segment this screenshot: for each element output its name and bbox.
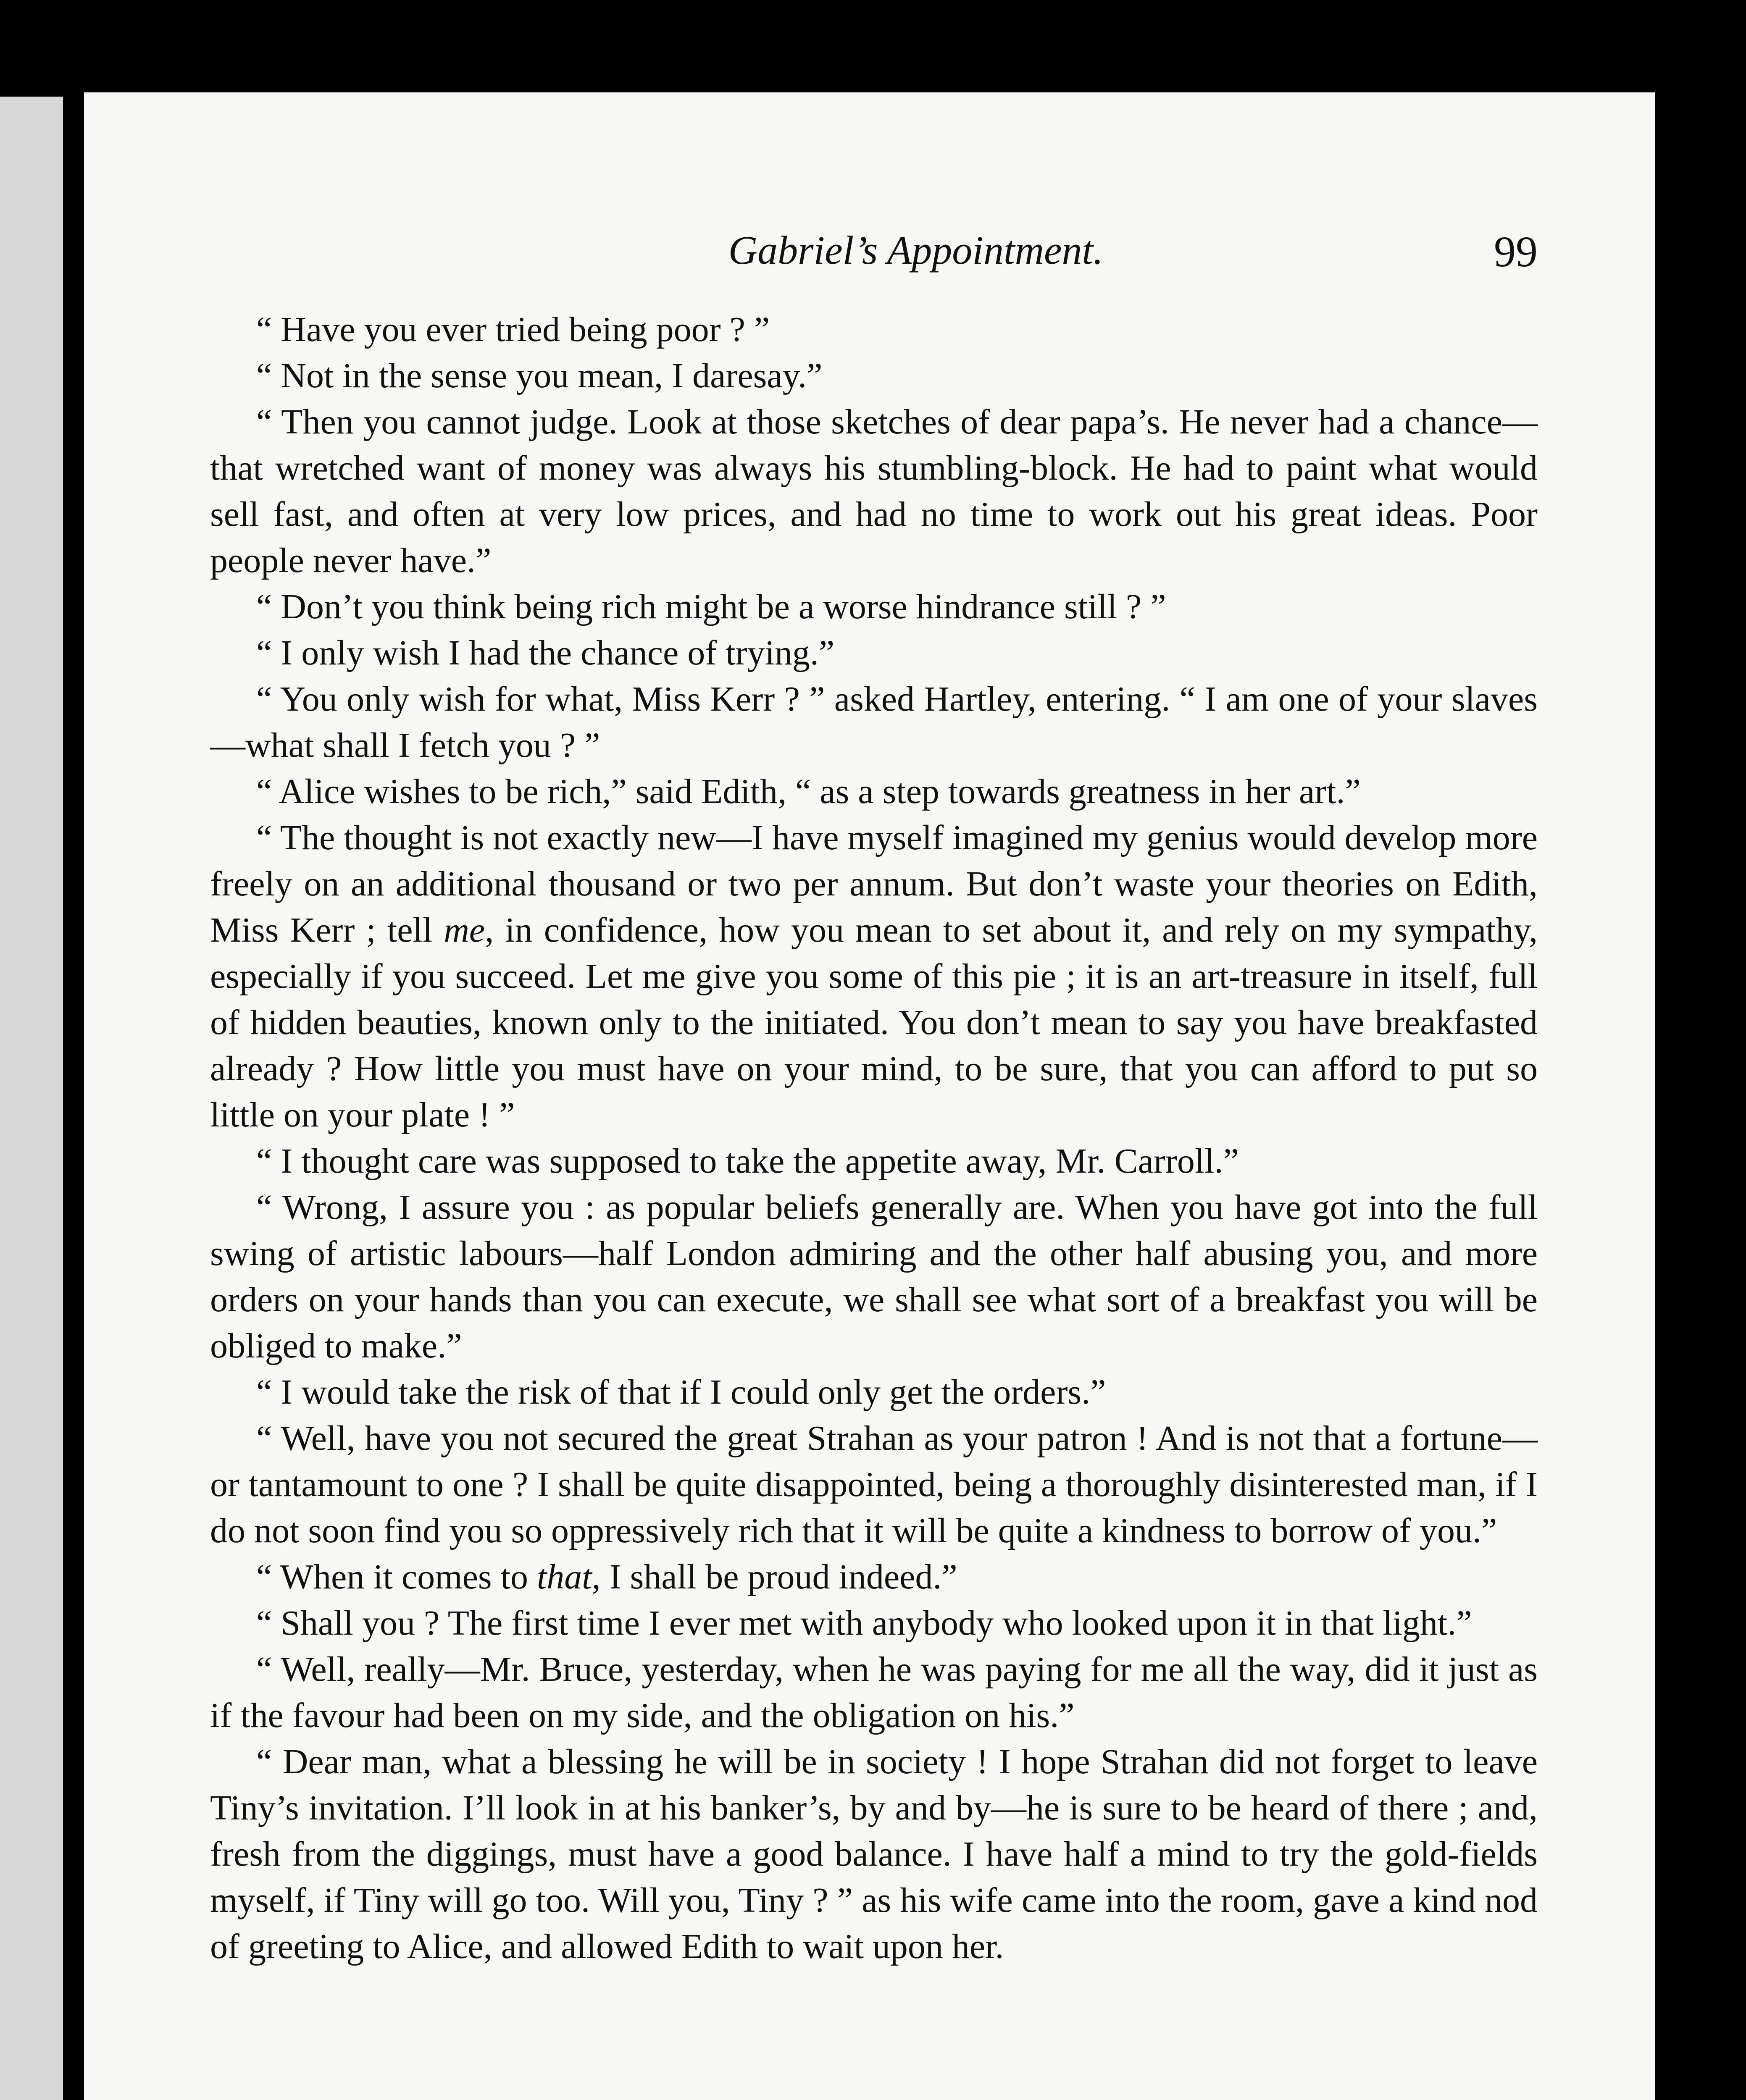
paragraph: “ Well, really—Mr. Bruce, yesterday, when he was paying for me all the way, did it just as if the favour had been on my side, and the obligation on his.” (210, 1650, 1538, 1735)
emphasis: that (536, 1557, 592, 1596)
paragraph: “ I would take the risk of that if I could only get the orders.” (256, 1373, 1106, 1412)
running-title: Gabriel’s Appointment. (728, 228, 1104, 273)
paragraph: “ Don’t you think being rich might be a worse hindrance still ? ” (256, 587, 1166, 626)
paragraph: “ You only wish for what, Miss Kerr ? ” asked Hartley, entering. “ I am one of your slaves—what shall I fetch you ? ” (210, 680, 1538, 765)
paragraph: “ Dear man, what a blessing he will be in society ! I hope Strahan did not forget to leave Tiny’s invitation. I’ll look in at his banker’s, by and by—he is sure to be heard of there ; and, fresh from the diggings, must have a good balance. I have half a mind to try the gold-fields myself, if Tiny will go too. Will you, Tiny ? ” as his wife came into the room, gave a kind nod of greeting to Alice, and allowed Edith to wait upon her. (210, 1742, 1538, 1966)
paragraph: “ The thought is not exactly new—I have myself imagined my genius would develop more freely on an additional thousand or two per annum. But don’t waste your theories on Edith, Miss Kerr ; tell me, in confidence, how you mean to set about it, and rely on my sympathy, especially if you succeed. Let me give you some of this pie ; it is an art-treasure in itself, full of hidden beauties, known only to the initiated. You don’t mean to say you have breakfasted already ? How little you must have on your mind, to be sure, that you can afford to put so little on your plate ! ” (210, 818, 1538, 1134)
paragraph: “ Well, have you not secured the great Strahan as your patron ! And is not that a fortune—or tantamount to one ? I shall be quite disappointed, being a thoroughly disinterested man, if I do not soon find you so oppressively rich that it will be quite a kindness to borrow of you.” (210, 1419, 1538, 1550)
body-text (210, 307, 1538, 1970)
paragraph: “ Have you ever tried being poor ? ” (256, 310, 770, 349)
running-head (210, 227, 1538, 286)
paragraph: “ Wrong, I assure you : as popular beliefs generally are. When you have got into the full swing of artistic labours—half London admiring and the other half abusing you, and more orders on your hands than you can execute, we shall see what sort of a breakfast you will be obliged to make.” (210, 1188, 1538, 1365)
paragraph: “ Not in the sense you mean, I daresay.” (256, 356, 823, 395)
emphasis: me (444, 911, 485, 950)
book-page (84, 92, 1655, 2100)
facing-page-edge (0, 97, 63, 2100)
paragraph: “ I only wish I had the chance of trying.” (256, 633, 835, 672)
paragraph: “ Alice wishes to be rich,” said Edith, “ as a step towards greatness in her art.” (256, 772, 1361, 811)
paragraph: “ When it comes to that, I shall be proud indeed.” (256, 1557, 957, 1596)
paragraph: “ Shall you ? The first time I ever met with anybody who looked upon it in that light.” (256, 1604, 1472, 1643)
paragraph: “ I thought care was supposed to take the appetite away, Mr. Carroll.” (256, 1142, 1239, 1181)
page-number: 99 (1494, 228, 1538, 276)
paragraph: “ Then you cannot judge. Look at those sketches of dear papa’s. He never had a chance—that wretched want of money was always his stumbling-block. He had to paint what would sell fast, and often at very low prices, and had no time to work out his great ideas. Poor people never have.” (210, 402, 1538, 580)
